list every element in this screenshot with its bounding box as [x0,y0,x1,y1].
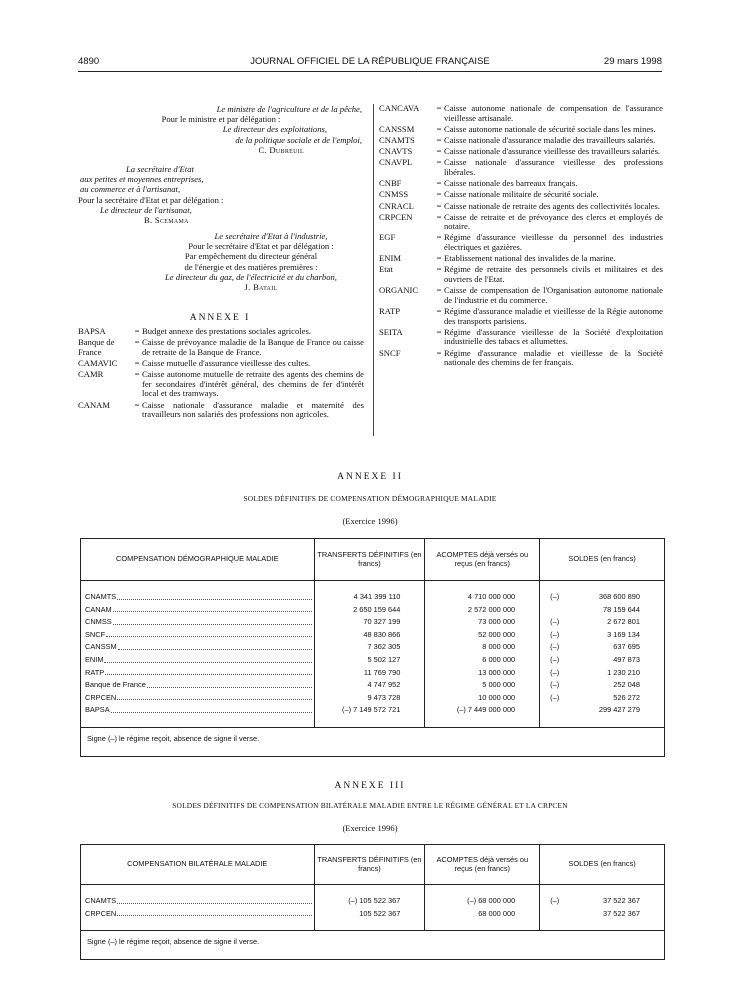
cell-acomptes: 10 000 000 [425,692,540,705]
row-label: CRPCEN [85,692,117,702]
cell-solde: 497 873 [613,654,640,664]
row-label: CRPCEN [85,908,117,918]
glossary-left [78,327,364,421]
glossary-abbr: CAMR [78,369,104,380]
signatory-name: B. Scemama [144,215,189,226]
signatory-name: J. Batail [244,282,278,293]
cell-acomptes: 5 000 000 [425,679,540,692]
cell-acomptes: 52 000 000 [425,629,540,642]
cell-acomptes: 73 000 000 [425,616,540,629]
glossary-entry: CANCAVA = Caisse autonome nationale de compensation de l'assurance vieillesse artisanale. [379,103,663,123]
cell-solde: 637 695 [613,642,640,652]
signature-agriculture [130,104,362,155]
annexe-2-exercice: (Exercice 1996) [342,516,398,526]
glossary-entry: ENIM = Etablissement national des invalides de la marine. [379,254,663,264]
cell-acomptes: 8 000 000 [425,641,540,654]
glossary-entry: CNBF = Caisse nationale des barreaux français. [379,179,663,189]
glossary-def: Caisse de retraite et de prévoyance des clercs et employés de notaire. [444,211,663,232]
cell-transferts: 2 650 159 644 [314,604,425,617]
cell-acomptes: 6 000 000 [425,654,540,667]
row-label: CANAM [85,604,112,614]
signatory-name: C. Dubreuil [258,144,304,155]
column-header: SOLDES (en francs) [540,539,665,581]
glossary-abbr: CRPCEN [379,211,413,222]
glossary-abbr: RATP [379,306,401,316]
glossary-abbr: CANSSM [379,123,415,134]
cell-solde: 3 169 134 [607,629,640,639]
glossary-def: Budget annexe des prestations sociales agricoles. [142,326,311,336]
cell-acomptes: (–) 7 449 000 000 [425,704,540,717]
cell-acomptes: 4 710 000 000 [425,591,540,604]
cell-solde: 37 522 367 [603,908,640,918]
glossary-entry: CANAM = Caisse nationale d'assurance maladie et maternité des travailleurs non salariés des professions non agricoles. [78,399,364,420]
glossary-abbr: Etat [379,264,393,275]
column-header: SOLDES (en francs) [540,845,665,885]
table-row [81,692,665,705]
cell-transferts: 70 327 199 [314,616,425,629]
cell-sign: (–) [550,654,560,664]
glossary-entry: SNCF = Régime d'assurance maladie et vieillesse de la Société nationale des chemins de fer français. [379,347,663,368]
row-label: ENIM [85,654,104,664]
annexe-2-table [80,538,665,757]
glossary-entry: CNAMTS = Caisse nationale d'assurance maladie des travailleurs salariés. [379,136,663,146]
glossary-entry: EGF = Régime d'assurance vieillesse du personnel des industries électriques et gazières. [379,232,663,253]
glossary-abbr: CNBF [379,178,402,189]
glossary-abbr: Banque de France [78,337,115,357]
table-row [81,667,665,680]
table-note: Signe (–) le régime reçoit, absence de signe il verse. [81,727,665,756]
glossary-abbr: ORGANIC [379,285,419,296]
signature-line: Le secrétaire d'Etat à l'industrie, [214,231,328,241]
glossary-def: Régime de retraite des personnels civils et militaires et des ouvriers de l'Etat. [444,264,663,285]
column-header: COMPENSATION DÉMOGRAPHIQUE MALADIE [81,539,315,581]
glossary-entry: CANSSM = Caisse autonome nationale de sécurité sociale dans les mines. [379,125,663,135]
row-label: CNMSS [85,617,112,627]
cell-transferts: (–) 7 149 572 721 [314,704,425,717]
glossary-def: Régime d'assurance maladie et vieillesse de la Société nationale des chemins de fer français. [444,347,663,368]
cell-transferts: 9 473 728 [314,692,425,705]
cell-solde: 526 272 [613,692,640,702]
glossary-def: Caisse nationale d'assurance vieillesse des travailleurs salariés. [444,146,661,157]
table-note: Signe (–) le régime reçoit, absence de signe il verse. [81,931,665,960]
cell-sign: (–) [550,617,560,627]
cell-sign: (–) [550,667,560,677]
cell-acomptes: 68 000 000 [425,908,540,921]
cell-solde: 2 672 801 [607,617,640,627]
glossary-def: Régime d'assurance vieillesse du personnel des industries électriques et gazières. [444,232,663,253]
glossary-abbr: EGF [379,232,396,243]
column-header: ACOMPTES déjà versés ou reçus (en francs) [425,845,540,885]
signature-line: Le directeur des exploitations, [222,124,327,135]
cell-acomptes: (–) 68 000 000 [425,895,540,908]
publication-date: 29 mars 1998 [603,56,662,67]
cell-transferts: 11 769 790 [314,667,425,680]
table-row [81,641,665,654]
annexe-3-exercice: (Exercice 1996) [342,823,398,833]
glossary-abbr: CNRACL [379,200,414,211]
cell-transferts: 7 362 305 [314,641,425,654]
glossary-abbr: ENIM [379,253,401,264]
table-row [81,895,665,908]
glossary-entry: ORGANIC = Caisse de compensation de l'Organisation autonome nationale de l'industrie et du commerce. [379,285,663,305]
header-rule [78,71,662,72]
signature-line: Le directeur du gaz, de l'électricité et du charbon, [165,271,337,282]
glossary-abbr: SNCF [379,347,401,358]
cell-acomptes: 2 572 000 000 [425,604,540,617]
glossary-abbr: CAMAVIC [78,357,118,368]
cell-sign: (–) [550,680,560,690]
page-header [78,56,662,70]
glossary-entry: CRPCEN = Caisse de retraite et de prévoyance des clercs et employés de notaire. [379,211,663,232]
cell-sign: (–) [550,629,560,639]
signature-line: de la politique sociale et de l'emploi, [235,134,362,145]
glossary-def: Caisse de compensation de l'Organisation autonome nationale de l'industrie et du commerce. [444,285,663,305]
signature-line: Le ministre de l'agriculture et de la pêche, [216,104,362,114]
row-label: RATP [85,667,105,677]
cell-transferts: 4 341 399 110 [314,591,425,604]
annexe-3-title: ANNEXE III [334,781,406,791]
annexe-3-subtitle: SOLDES DÉFINITIFS DE COMPENSATION BILATÉRALE MALADIE ENTRE LE RÉGIME GÉNÉRAL ET LA CRPCEN [172,801,568,810]
glossary-abbr: CNAMTS [379,134,415,145]
glossary-def: Caisse nationale d'assurance maladie des travailleurs salariés. [444,134,656,145]
cell-solde: 37 522 367 [603,896,640,905]
glossary-entry: Etat = Régime de retraite des personnels civils et militaires et des ouvriers de l'Etat. [379,264,663,285]
glossary-entry: CNAVTS = Caisse nationale d'assurance vieillesse des travailleurs salariés. [379,147,663,157]
signature-line: aux petites et moyennes entreprises, [80,174,204,185]
glossary-abbr: CANAM [78,399,110,410]
glossary-def: Caisse autonome nationale de sécurité sociale dans les mines. [444,123,656,134]
column-header: TRANSFERTS DÉFINITIFS (en francs) [314,845,425,885]
cell-solde: 299 427 279 [598,705,640,715]
column-header: ACOMPTES déjà versés ou reçus (en francs) [425,539,540,581]
annexe-2-title: ANNEXE II [337,472,403,482]
cell-transferts: 48 830 866 [314,629,425,642]
page-number: 4890 [78,56,100,67]
glossary-def: Caisse nationale d'assurance maladie et maternité des travailleurs non salariés des professions non agricoles. [142,399,364,420]
glossary-entry: BAPSA = Budget annexe des prestations sociales agricoles. [78,327,364,337]
glossary-right [379,104,663,369]
cell-sign: (–) [550,642,560,652]
glossary-def: Etablissement national des invalides de la marine. [444,253,616,264]
column-header: TRANSFERTS DÉFINITIFS (en francs) [314,539,425,581]
signature-line: Pour la secrétaire d'Etat et par délégation : [78,194,224,205]
glossary-entry: CNRACL = Caisse nationale de retraite des agents des collectivités locales. [379,202,663,212]
glossary-entry: CNAVPL = Caisse nationale d'assurance vieillesse des professions libérales. [379,157,663,177]
glossary-entry: CAMR = Caisse autonome mutuelle de retraite des agents des chemins de fer secondaires d'intérêt général, des chemins de fer d'intérêt local et des tramways. [78,369,364,399]
cell-acomptes: 13 000 000 [425,667,540,680]
cell-transferts: (–) 105 522 367 [314,895,425,908]
signature-artisanat [78,164,278,225]
glossary-def: Caisse autonome nationale de compensation de l'assurance vieillesse artisanale. [444,103,663,123]
table-row [81,654,665,667]
glossary-def: Caisse nationale d'assurance vieillesse des professions libérales. [444,157,663,177]
table-row [81,629,665,642]
table-row [81,604,665,617]
cell-solde: 252 048 [613,680,640,690]
table-row [81,704,665,717]
cell-transferts: 4 747 952 [314,679,425,692]
glossary-def: Caisse nationale de retraite des agents des collectivités locales. [444,200,660,211]
column-header: COMPENSATION BILATÉRALE MALADIE [81,845,315,885]
row-label: Banque de France [85,680,146,690]
row-label: SNCF [85,629,106,639]
glossary-entry: CAMAVIC = Caisse mutuelle d'assurance vieillesse des cultes. [78,359,364,369]
row-label: BAPSA [85,705,110,715]
row-label: CNAMTS [85,592,117,601]
glossary-def: Régime d'assurance maladie et vieillesse de la Régie autonome des transports parisiens. [444,306,663,326]
signature-line: de l'énergie et des matières premières : [184,261,318,272]
cell-solde: 368 600 890 [598,592,640,601]
table-row [81,591,665,604]
glossary-def: Caisse nationale militaire de sécurité sociale. [444,189,599,200]
annexe-1-title: ANNEXE I [189,313,251,323]
column-separator [373,104,374,436]
annexe-2-subtitle: SOLDES DÉFINITIFS DE COMPENSATION DÉMOGRAPHIQUE MALADIE [243,494,497,503]
cell-transferts: 105 522 367 [314,908,425,921]
cell-solde: 1 230 210 [607,667,640,677]
signature-line: Pour le ministre et par délégation : [161,114,281,125]
signature-industrie [140,231,362,292]
glossary-abbr: CNMSS [379,189,409,200]
glossary-def: Caisse mutuelle d'assurance vieillesse des cultes. [142,357,311,368]
cell-sign: (–) [550,592,560,601]
glossary-abbr: CNAVTS [379,146,413,157]
glossary-entry: RATP = Régime d'assurance maladie et vieillesse de la Régie autonome des transports parisiens. [379,306,663,326]
glossary-entry: SEITA = Régime d'assurance vieillesse de la Société d'exploitation industrielle des tabacs et allumettes. [379,326,663,347]
glossary-entry: Banque de France = Caisse de prévoyance maladie de la Banque de France ou caisse de retraite de la Banque de France. [78,337,364,357]
row-label: CNAMTS [85,896,117,905]
glossary-def: Régime d'assurance vieillesse de la Société d'exploitation industrielle des tabacs et allumettes. [444,326,663,347]
journal-title: JOURNAL OFFICIEL DE LA RÉPUBLIQUE FRANÇAISE [250,56,490,67]
glossary-abbr: BAPSA [78,326,106,336]
glossary-abbr: SEITA [379,326,403,337]
row-label: CANSSM [85,642,117,652]
glossary-entry: CNMSS = Caisse nationale militaire de sécurité sociale. [379,190,663,200]
glossary-def: Caisse autonome mutuelle de retraite des agents des chemins de fer secondaires d'intérêt général, des chemins de fer d'intérêt local et des tramways. [142,369,364,399]
signature-line: Par empêchement du directeur général [184,251,318,262]
glossary-def: Caisse nationale des barreaux français. [444,178,578,189]
signature-line: La secrétaire d'Etat [126,164,194,174]
signature-line: Pour le secrétaire d'Etat et par délégation : [188,241,334,252]
cell-solde: 78 159 644 [603,604,640,614]
glossary-def: Caisse de prévoyance maladie de la Banque de France ou caisse de retraite de la Banque de France. [142,337,364,357]
table-row [81,679,665,692]
glossary-abbr: CNAVPL [379,157,413,168]
cell-sign: (–) [550,896,560,905]
cell-sign: (–) [550,692,560,702]
glossary-abbr: CANCAVA [379,103,420,113]
table-row [81,616,665,629]
signature-line: Le directeur de l'artisanat, [100,204,192,215]
table-row [81,908,665,921]
signature-line: au commerce et à l'artisanat, [80,184,181,195]
annexe-3-table [80,844,665,960]
cell-transferts: 5 502 127 [314,654,425,667]
